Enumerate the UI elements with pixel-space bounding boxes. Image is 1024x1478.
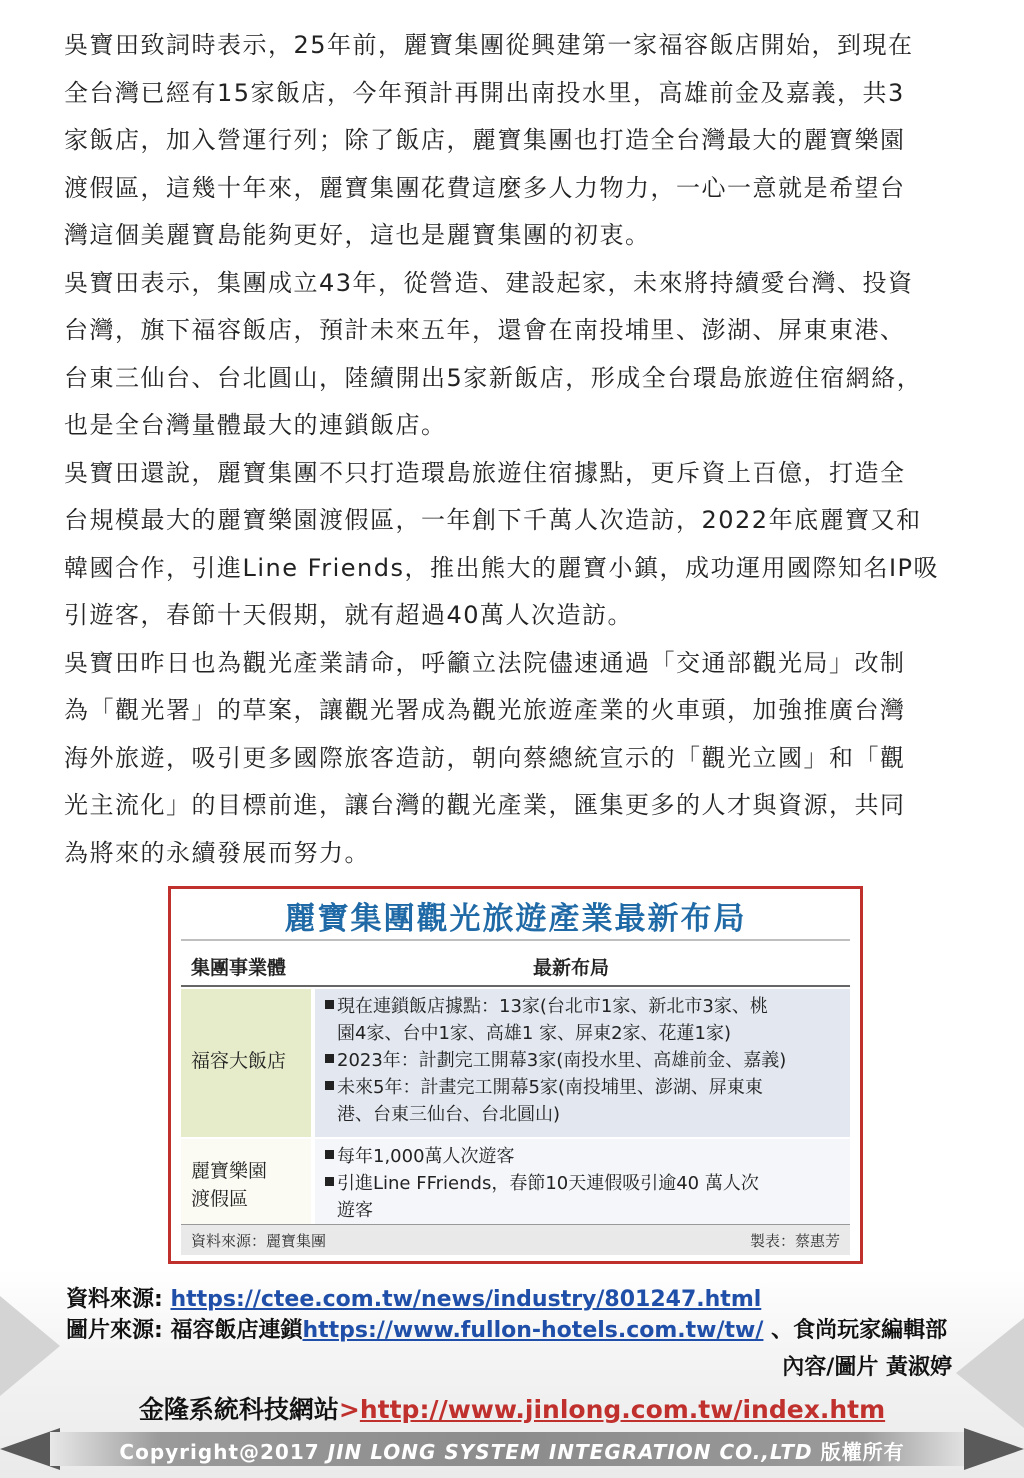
paragraph-line: 吳寶田昨日也為觀光產業請命，呼籲立法院儘速通過「交通部觀光局」改制	[64, 648, 906, 677]
paragraph-line: 台灣，旗下福容飯店，預計未來五年，還會在南投埔里、澎湖、屏東東港、	[64, 316, 906, 344]
site-arrow: >	[338, 1395, 360, 1424]
paragraph-line: 全台灣已經有15家飯店，今年預計再開出南投水里，高雄前金及嘉義，共3	[64, 78, 905, 107]
bullet-text: 現在連鎖飯店據點：13家(台北市1家、新北市3家、桃	[337, 996, 768, 1017]
data-source-label: 資料來源:	[66, 1287, 171, 1312]
bullet-text: 引進Line FFriends，春節10天連假吸引逾40 萬人次	[337, 1173, 759, 1194]
title-divider	[181, 939, 850, 941]
site-link[interactable]: http://www.jinlong.com.tw/index.htm	[359, 1395, 886, 1424]
entity-line: 麗寶樂園	[191, 1160, 268, 1182]
bullet-square-icon	[325, 1054, 334, 1063]
article-body	[64, 22, 964, 877]
paragraph-line: 渡假區，這幾十年來，麗寶集團花費這麼多人力物力，一心一意就是希望台	[64, 173, 906, 202]
left-decoration-triangle	[0, 1296, 60, 1396]
bullet-item	[325, 993, 844, 1020]
table-author: 製表：蔡惠芳	[749, 1232, 840, 1250]
image-source-line	[66, 1313, 947, 1344]
entity-line: 福容大飯店	[191, 1050, 287, 1072]
table-header-entity: 集團事業體	[191, 957, 287, 979]
paragraph-line: 吳寶田表示，集團成立43年，從營造、建設起家，未來將持續愛台灣、投資	[64, 268, 914, 297]
image-source-link[interactable]: https://www.fullon-hotels.com.tw/tw/	[302, 1318, 764, 1343]
paragraph-line: 為「觀光署」的草案，讓觀光署成為觀光旅遊產業的火車頭，加強推廣台灣	[64, 696, 906, 724]
bullet-item	[325, 1170, 844, 1197]
table-cell-entity	[181, 989, 311, 1137]
data-source-line	[66, 1282, 761, 1313]
table-row	[181, 989, 850, 1137]
image-source-label: 圖片來源: 福容飯店連鎖	[66, 1318, 303, 1343]
bullet-square-icon	[325, 1081, 334, 1090]
site-name: 金隆系統科技網站	[138, 1395, 339, 1424]
bullet-text: 未來5年：計畫完工開幕5家(南投埔里、澎湖、屏東東	[337, 1077, 763, 1098]
bullet-list	[325, 1143, 844, 1224]
entity-line: 渡假區	[191, 1188, 249, 1210]
bullet-square-icon	[325, 1150, 334, 1159]
copyright-text	[0, 1436, 1024, 1465]
paragraph-line: 台規模最大的麗寶樂園渡假區，一年創下千萬人次造訪，2022年底麗寶又和	[64, 506, 922, 534]
paragraph-line: 吳寶田致詞時表示，25年前，麗寶集團從興建第一家福容飯店開始，到現在	[64, 31, 914, 59]
table-row	[181, 1139, 850, 1233]
copyright-suffix: 版權所有	[812, 1440, 905, 1464]
bullet-item	[325, 1074, 844, 1101]
paragraph-line: 家飯店，加入營運行列；除了飯店，麗寶集團也打造全台灣最大的麗寶樂園	[64, 126, 906, 154]
image-source-suffix: 、食尚玩家編輯部	[763, 1318, 948, 1343]
table-header-layout: 最新布局	[533, 957, 610, 979]
paragraph-line: 為將來的永續發展而努力。	[64, 838, 370, 867]
copyright-company: JIN LONG SYSTEM INTEGRATION CO.,LTD	[327, 1440, 813, 1464]
bullet-continuation	[325, 1101, 844, 1128]
bullet-text: 港、台東三仙台、台北圓山)	[337, 1104, 561, 1125]
article-paragraph	[64, 260, 964, 450]
bullet-item	[325, 1047, 844, 1074]
bullet-continuation	[325, 1197, 844, 1224]
layout-table-image	[168, 886, 863, 1264]
bullet-text: 園4家、台中1家、高雄1 家、屏東2家、花蓮1家)	[337, 1023, 732, 1044]
paragraph-line: 引遊客，春節十天假期，就有超過40萬人次造訪。	[64, 601, 634, 629]
table-cell-entity	[181, 1139, 311, 1233]
bullet-list	[325, 993, 844, 1128]
paragraph-line: 韓國合作，引進Line Friends，推出熊大的麗寶小鎮，成功運用國際知名IP吸	[64, 553, 940, 582]
table-footer	[181, 1224, 850, 1255]
article-paragraph	[64, 22, 964, 260]
data-source-link[interactable]: https://ctee.com.tw/news/industry/801247.html	[170, 1287, 762, 1312]
entity-name	[191, 1157, 267, 1213]
table-title: 麗寶集團觀光旅遊產業最新布局	[284, 901, 747, 937]
bullet-square-icon	[325, 1177, 334, 1186]
bullet-continuation	[325, 1020, 844, 1047]
entity-name	[191, 1047, 286, 1075]
table-source: 資料來源：麗寶集團	[191, 1232, 327, 1250]
table-header-row	[181, 945, 850, 987]
author-credit: 內容/圖片 黃淑婷	[782, 1355, 952, 1380]
bullet-text: 每年1,000萬人次遊客	[337, 1146, 515, 1167]
copyright-prefix: Copyright@2017	[119, 1440, 328, 1464]
article-paragraph	[64, 450, 964, 640]
bullet-text: 2023年：計劃完工開幕3家(南投水里、高雄前金、嘉義)	[337, 1050, 787, 1071]
article-paragraph	[64, 640, 964, 878]
paragraph-line: 吳寶田還說，麗寶集團不只打造環島旅遊住宿據點，更斥資上百億，打造全	[64, 458, 906, 487]
copyright-bar	[0, 1428, 1024, 1470]
paragraph-line: 海外旅遊，吸引更多國際旅客造訪，朝向蔡總統宣示的「觀光立國」和「觀	[64, 743, 906, 772]
bullet-item	[325, 1143, 844, 1170]
paragraph-line: 灣這個美麗寶島能夠更好，這也是麗寶集團的初衷。	[64, 221, 651, 249]
site-line	[0, 1390, 1024, 1426]
paragraph-line: 台東三仙台、台北圓山，陸續開出5家新飯店，形成全台環島旅遊住宿網絡，	[64, 363, 923, 392]
bullet-text: 遊客	[337, 1200, 373, 1221]
paragraph-line: 也是全台灣量體最大的連鎖飯店。	[64, 411, 447, 439]
bullet-square-icon	[325, 1000, 334, 1009]
paragraph-line: 光主流化」的目標前進，讓台灣的觀光產業，匯集更多的人才與資源，共同	[64, 791, 906, 819]
